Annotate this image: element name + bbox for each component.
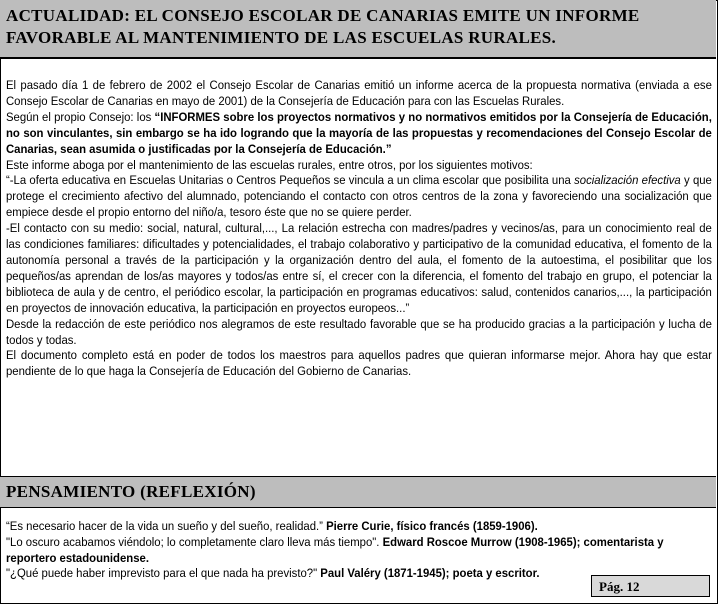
headline-band [0,0,716,59]
quote-item [6,535,713,567]
quote-author: Edward Roscoe Murrow (1908-1965); comentarista y reportero estadounidense. [6,534,664,565]
bold-quote: “INFORMES sobre los proyectos normativos y no normativos emitidos por la Consejería de Educación, no son vinculantes, sin embargo se ha ido logrando que la mayoría de las propuestas y recomendaciones del Consejo Escolar de Canarias, sean asumida o justificadas por la Consejería de Educación.” [6,109,712,156]
quote-text: "¿Qué puede haber imprevisto para el que nada ha previsto?" [6,566,321,581]
section-band [0,476,716,508]
article-paragraph: El pasado día 1 de febrero de 2002 el Consejo Escolar de Canarias emitió un informe acerca de la propuesta normativa (enviada a ese Consejo Escolar de Canarias en mayo de 2001) de la Consejería de Educación para con las Escuelas Rurales. [6,78,712,108]
quote-text: “Es necesario hacer de la vida un sueño y del sueño, realidad.” [6,519,327,533]
quote-text: "Lo oscuro acabamos viéndolo; lo completamente claro lleva más tiempo". [6,534,383,549]
article-paragraph [6,110,712,158]
page-number: Pág. 12 [591,575,710,597]
italic-term: socialización efectiva [574,173,681,188]
section-title: PENSAMIENTO (REFLEXIÓN) [6,482,256,501]
quote-author: Paul Valéry (1871-1945); poeta y escritor. [320,566,540,581]
quotes-list [6,519,713,582]
article-paragraph: Desde la redacción de este periódico nos alegramos de este resultado favorable que se ha producido gracias a la participación y lucha de todos y todas. [6,316,712,347]
article-paragraph [6,173,712,221]
paragraph-lead: Según el propio Consejo: los [6,109,155,124]
article-body [6,78,712,380]
quote-item [6,519,713,535]
paragraph-text: y que protege el crecimiento afectivo del alumnado, potenciando el contacto con otros centros de la zona y favoreciendo una socialización que empiece desde el propio entorno del niño/a, tesoro éste que no se quiere perder. [6,173,712,220]
quote-author: Pierre Curie, físico francés (1859-1906). [326,519,538,533]
article-paragraph: -El contacto con su medio: social, natural, cultural,..., La relación estrecha con madres/padres y vecinos/as, para un conocimiento real de las condiciones familiares: dificultades y potencialidades, el trabajo colaborativo y participativo de la comunidad educativa, el fomento de la autonomía personal a través de la participación y la organización dentro del aula, el fomento de la autoestima, el posibilitar que los pequeños/as aprendan de los/as mayores y todos/as entre sí, el crecer con la diferencia, el fomento del trabajo en grupo, el potenciar la biblioteca de aula y de centro, el periódico escolar, la participación en programas educativos: salud, contenidos canarios,..., la participación en proyectos de innovación educativa, la participación en proyectos europeos...” [6,221,712,315]
article-paragraph: El documento completo está en poder de todos los maestros para aquellos padres que quieran informarse mejor. Ahora hay que estar pendiente de lo que haga la Consejería de Educación del Gobierno de Canarias. [6,348,712,379]
article-paragraph: Este informe aboga por el mantenimiento de las escuelas rurales, entre otros, por los siguientes motivos: [6,157,533,172]
paragraph-text: “-La oferta educativa en Escuelas Unitarias o Centros Pequeños se vincula a un clima escolar que posibilita una [6,173,575,188]
article-headline: ACTUALIDAD: EL CONSEJO ESCOLAR DE CANARIAS EMITE UN INFORME FAVORABLE AL MANTENIMIENTO DE LAS ESCUELAS RURALES. [6,6,640,47]
